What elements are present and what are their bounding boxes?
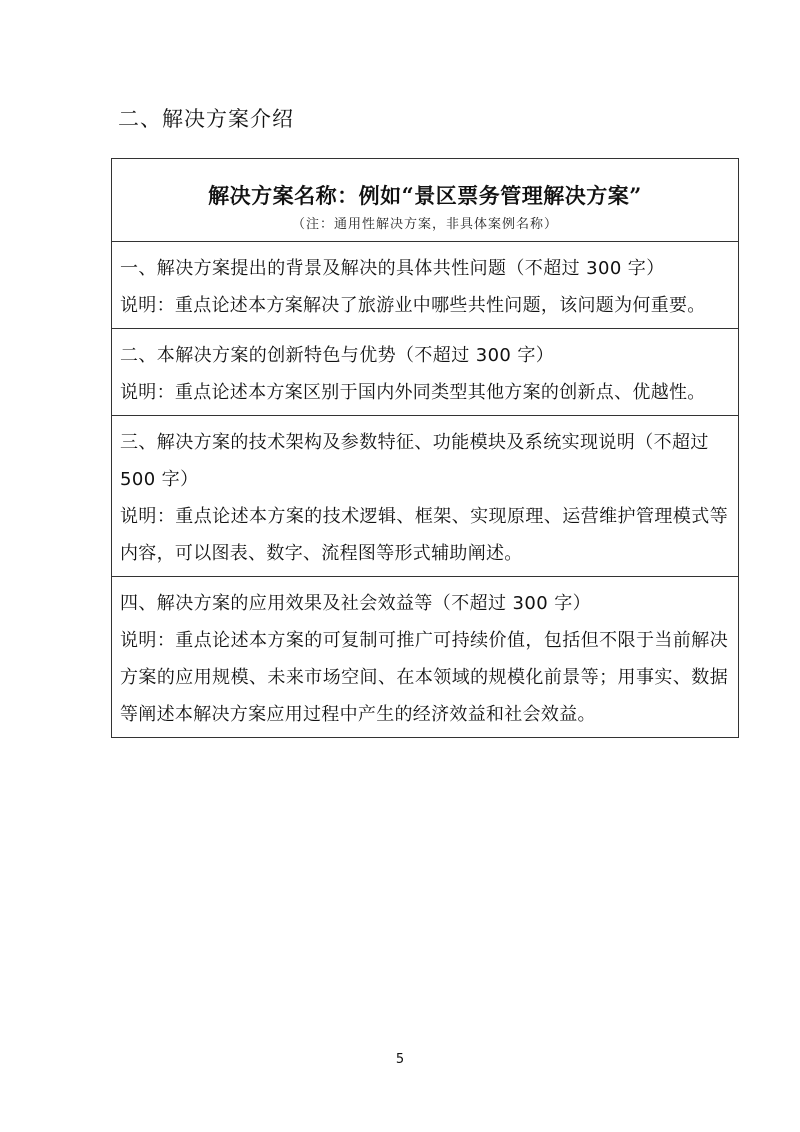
table-title-cell [112, 159, 738, 242]
row-title: 一、解决方案提出的背景及解决的具体共性问题（不超过 300 字） [120, 258, 665, 279]
table-title: 解决方案名称：例如“景区票务管理解决方案” [208, 183, 642, 208]
row-description: 说明：重点论述本方案解决了旅游业中哪些共性问题，该问题为何重要。 [120, 295, 706, 316]
table-title-note: （注：通用性解决方案，非具体案例名称） [291, 217, 558, 232]
table-row-background [112, 242, 738, 329]
page-number: 5 [395, 1052, 405, 1067]
section-heading: 二、解决方案介绍 [118, 107, 294, 131]
row-description: 说明：重点论述本方案的技术逻辑、框架、实现原理、运营维护管理模式等内容，可以图表、数字、流程图等形式辅助阐述。 [120, 506, 728, 564]
row-description: 说明：重点论述本方案的可复制可推广可持续价值，包括但不限于当前解决方案的应用规模、未来市场空间、在本领域的规模化前景等；用事实、数据等阐述本解决方案应用过程中产生的经济效益和社会效益。 [120, 630, 728, 725]
table-row-architecture [112, 416, 738, 577]
row-title: 二、本解决方案的创新特色与优势（不超过 300 字） [120, 345, 555, 366]
table-row-innovation [112, 329, 738, 416]
row-title: 三、解决方案的技术架构及参数特征、功能模块及系统实现说明（不超过 500 字） [120, 432, 709, 490]
row-title: 四、解决方案的应用效果及社会效益等（不超过 300 字） [120, 593, 591, 614]
solution-form-table [111, 158, 739, 738]
row-description: 说明：重点论述本方案区别于国内外同类型其他方案的创新点、优越性。 [120, 382, 706, 403]
table-row-effects [112, 577, 738, 737]
